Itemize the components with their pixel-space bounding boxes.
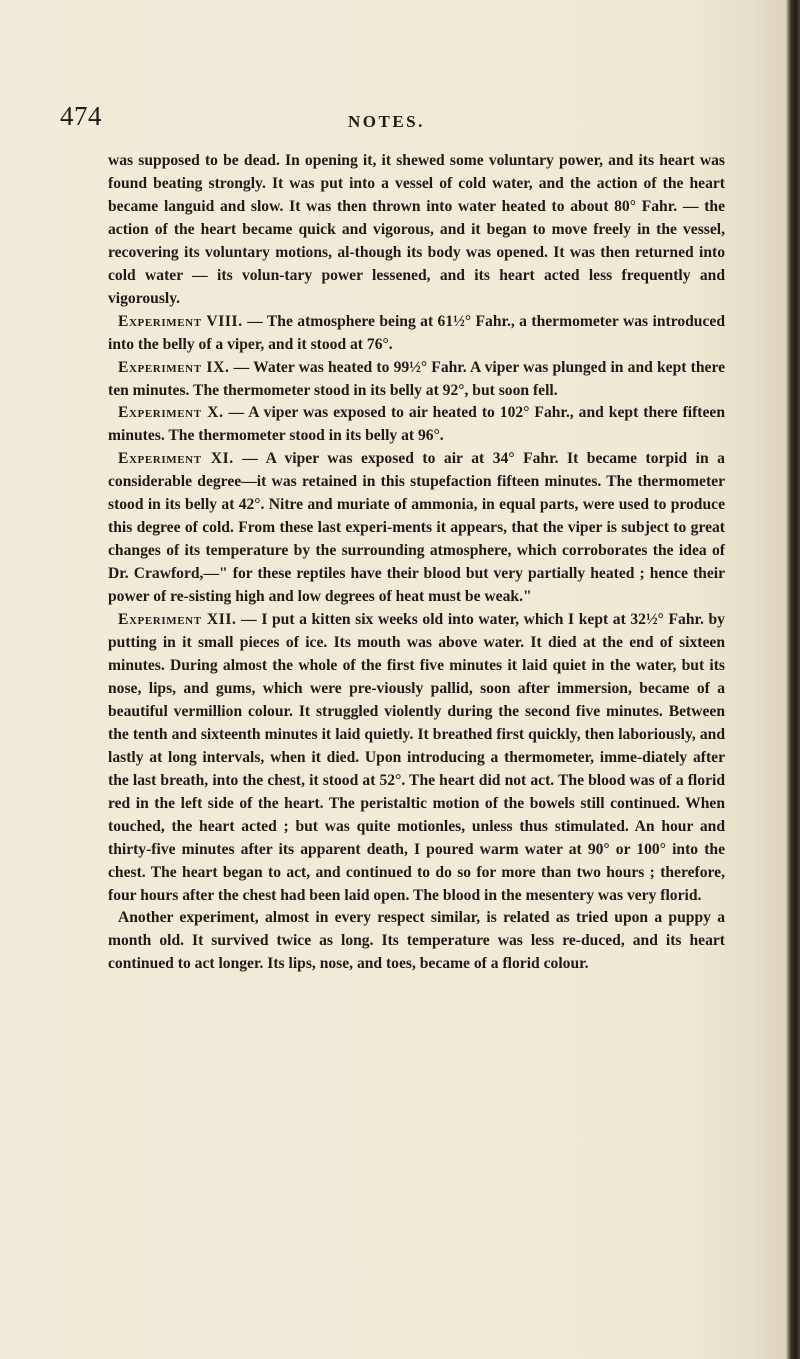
paragraph-text: — I put a kitten six weeks old into water, which I kept at 32½° Fahr. by putting in it small pieces of ice. Its mouth was above water. It died at the end of sixteen minutes. During almost the whole of the first five minutes it laid quiet in the water, but its nose, lips, and gums, which were pre-viously pallid, soon after immersion, became of a beautiful vermillion colour. It struggled violently during the second five minutes. Between the tenth and sixteenth minutes it laid quietly. It breathed first quickly, then laboriously, and lastly at long intervals, when it died. Upon introducing a thermometer, imme-diately after the last breath, into the chest, it stood at 52°. The heart did not act. The blood was of a florid red in the left side of the heart. The peristaltic motion of the bowels still continued. When touched, the heart acted ; but was quite motionles, unless thus stimulated. An hour and thirty-five minutes after its apparent death, I poured warm water at 90° or 100° into the chest. The heart began to act, and continued to do so for more than two hours ; therefore, four hours after the chest had been laid open. The blood in the mesentery was very florid. — [108, 611, 725, 904]
paragraph-text: Another experiment, almost in every respect similar, is related as tried upon a puppy a month old. It survived twice as long. Its temperature was less re-duced, and its heart continued to act longer. Its lips, nose, and toes, became of a florid colour. — [108, 909, 725, 973]
paragraph-experiment-xi — [108, 448, 725, 609]
paragraph-another-experiment — [108, 907, 725, 976]
book-binding-edge — [786, 0, 800, 1359]
experiment-label: Experiment X. — [118, 404, 224, 422]
experiment-label: Experiment IX. — [118, 358, 230, 376]
paragraph-text: was supposed to be dead. In opening it, it shewed some voluntary power, and its heart was found beating strongly. It was put into a vessel of cold water, and the action of the heart became languid and slow. It was then thrown into water heated to about 80° Fahr. — the action of the heart became quick and vigorous, and it began to move freely in the vessel, recovering its voluntary motions, al-though its body was opened. It was then returned into cold water — its volun-tary power lessened, and its heart acted less frequently and vigorously. — [108, 152, 725, 307]
paragraph-text: — A viper was exposed to air heated to 102° Fahr., and kept there fifteen minutes. The thermometer stood in its belly at 96°. — [108, 404, 726, 445]
paragraph-experiment-x — [108, 402, 725, 448]
paragraph-text: — The atmosphere being at 61½° Fahr., a thermometer was introduced into the belly of a viper, and it stood at 76°. — [108, 312, 725, 353]
paragraph-text: — A viper was exposed to air at 34° Fahr. It became torpid in a considerable degree—it was retained in this stupefaction fifteen minutes. The thermometer stood in its belly at 42°. Nitre and muriate of ammonia, in equal parts, were used to produce this degree of cold. From these last experi-ments it appears, that the viper is subject to great changes of its temperature by the surrounding atmosphere, which corroborates the idea of Dr. Crawford,—" for these reptiles have their blood but very partially heated ; hence their power of re-sisting high and low degrees of heat must be weak." — [108, 450, 725, 606]
experiment-label: Experiment XII. — [118, 611, 237, 629]
paragraph-experiment-viii — [108, 311, 725, 357]
paragraph-experiment-ix — [108, 357, 725, 403]
paragraph-text: — Water was heated to 99½° Fahr. A viper was plunged in and kept there ten minutes. The thermometer stood in its belly at 92°, but soon fell. — [108, 358, 726, 399]
paragraph-continuation — [108, 150, 725, 311]
page-number: 474 — [60, 101, 102, 131]
experiment-label: Experiment VIII. — [118, 312, 243, 330]
running-title: NOTES. — [348, 112, 425, 131]
paragraph-experiment-xii — [108, 609, 725, 907]
body-text — [108, 150, 725, 976]
experiment-label: Experiment XI. — [118, 450, 234, 468]
